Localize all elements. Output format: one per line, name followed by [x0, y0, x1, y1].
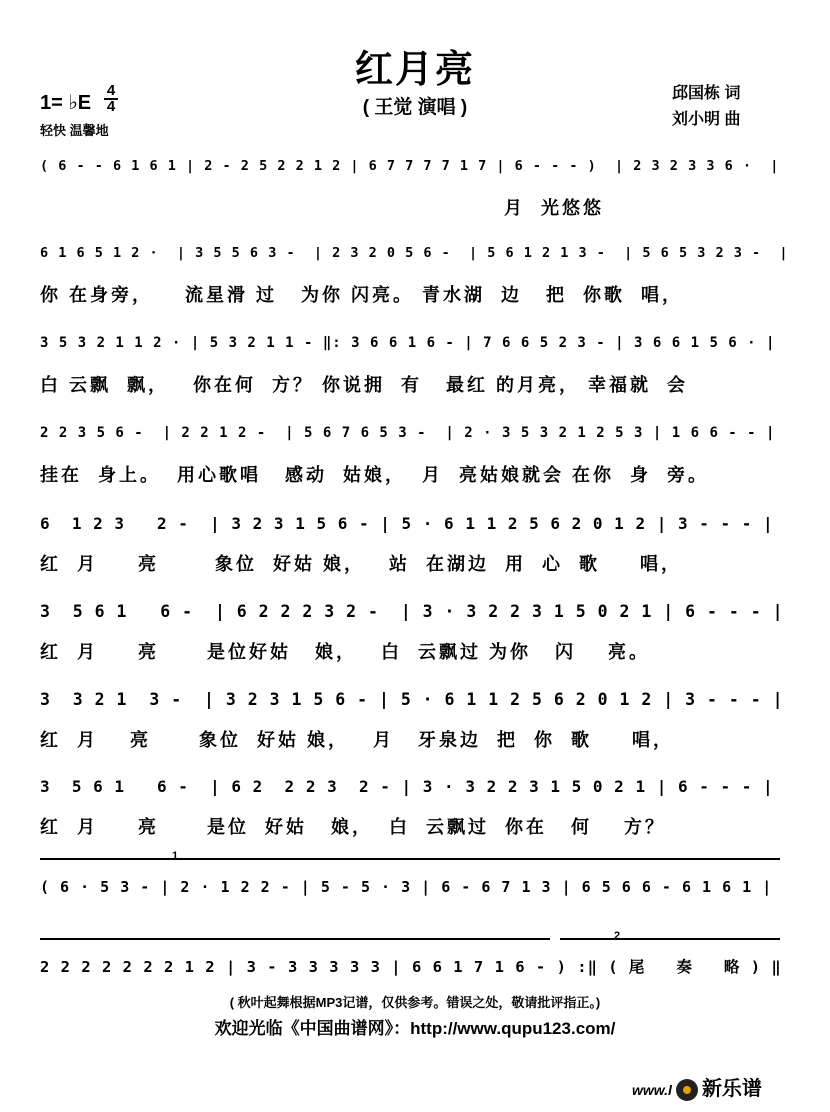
score-system — [40, 335, 792, 395]
logo-name: 新乐谱 — [701, 1078, 762, 1100]
lyrics-line: 白 云飘 飘， 你在何 方？ 你说拥 有 最红 的月亮， 幸福就 会 — [40, 375, 689, 395]
lyricist-credit: 邱国栋 词 — [672, 85, 741, 102]
notation-line: 6 1 6 5 1 2 · | 3 5 5 6 3 - | 2 3 2 0 5 6 - | 5 6 1 2 1 3 - | 5 6 5 3 2 3 - | — [40, 245, 789, 261]
notation-line: ( 6 - - 6 1 6 1 | 2 - 2 5 2 2 1 2 | 6 7 7 7 7 1 7 | 6 - - - ) | 2 3 2 3 3 6 · | — [40, 158, 780, 174]
lyrics-line: 你 在身旁， 流星滑 过 为你 闪亮。 青水湖 边 把 你歌 唱， — [40, 285, 684, 305]
lyrics-line: 红 月 亮 象位 好姑 娘， 月 牙泉边 把 你 歌 唱， — [40, 730, 675, 750]
time-signature-top: 4 — [106, 82, 116, 99]
record-disc-icon — [676, 1079, 698, 1101]
lyrics-line: 月 光悠悠 — [40, 198, 605, 218]
site-welcome: 欢迎光临《中国曲谱网》：http://www.qupu123.com/ — [214, 1019, 616, 1038]
song-title: 红月亮 — [354, 49, 475, 91]
time-signature — [104, 84, 118, 114]
tempo-marking: 轻快 温馨地 — [40, 123, 109, 138]
notation-line: ( 6 · 5 3 - | 2 · 1 2 2 - | 5 - 5 · 3 | 6 - 6 7 1 3 | 6 5 6 6 - 6 1 6 1 | — [40, 878, 773, 896]
lyrics-line: 红 月 亮 象位 好姑 娘， 站 在湖边 用 心 歌 唱， — [40, 554, 683, 574]
score-system — [40, 878, 792, 918]
notation-line: 3 5 6 1 6 - | 6 2 2 2 3 2 - | 3 · 3 2 2 3 1 5 0 2 1 | 6 - - - | — [40, 602, 784, 621]
lyrics-line: 红 月 亮 是位 好姑 娘， 白 云飘过 你在 何 方？ — [40, 817, 667, 837]
volta-bracket-second — [560, 938, 780, 940]
lyrics-line: 挂在 身上。 用心歌唱 感动 姑娘， 月 亮姑娘就会 在你 身 旁。 — [40, 465, 710, 485]
key-signature: 1= ♭E — [40, 92, 92, 114]
notation-line: 2 2 2 2 2 2 2 1 2 | 3 - 3 3 3 3 3 | 6 6 1 7 1 6 - ) :‖ ( 尾 奏 略 ) ‖ — [40, 958, 782, 976]
score-system — [40, 245, 792, 305]
score-system — [40, 514, 792, 574]
notation-line: 2 2 3 5 6 - | 2 2 1 2 - | 5 6 7 6 5 3 - | 2 · 3 5 3 2 1 2 5 3 | 1 6 6 - - | — [40, 425, 776, 441]
score-system — [40, 425, 792, 485]
volta-number-second: 2 — [614, 930, 621, 942]
score-system — [40, 602, 792, 662]
score-system — [40, 158, 792, 218]
singer-credit: ( 王觉 演唱 ) — [362, 97, 468, 118]
volta-number-first: 1 — [172, 850, 179, 862]
score-system — [40, 690, 792, 750]
score-system — [40, 777, 792, 837]
lyrics-line: 红 月 亮 是位好姑 娘， 白 云飘过 为你 闪 亮。 — [40, 642, 651, 662]
time-signature-bottom: 4 — [106, 98, 116, 115]
composer-credit: 刘小明 曲 — [672, 111, 741, 128]
volta-bracket-first — [40, 858, 780, 860]
notation-line: 3 5 3 2 1 1 2 · | 5 3 2 1 1 - ‖: 3 6 6 1 6 - | 7 6 6 5 2 3 - | 3 6 6 1 5 6 · | — [40, 335, 776, 351]
notation-line: 3 5 6 1 6 - | 6 2 2 2 3 2 - | 3 · 3 2 2 3 1 5 0 2 1 | 6 - - - | — [40, 777, 774, 796]
transcription-note: ( 秋叶起舞根据MP3记谱，仅供参考。错误之处，敬请批评指正。) — [229, 995, 601, 1010]
volta-bracket-first-continued — [40, 938, 550, 940]
score-system — [40, 955, 792, 995]
site-logo — [632, 1072, 762, 1101]
notation-line: 6 1 2 3 2 - | 3 2 3 1 5 6 - | 5 · 6 1 1 2 5 6 2 0 1 2 | 3 - - - | — [40, 514, 774, 533]
logo-prefix: www.l — [632, 1082, 672, 1098]
notation-line: 3 3 2 1 3 - | 3 2 3 1 5 6 - | 5 · 6 1 1 2 5 6 2 0 1 2 | 3 - - - | — [40, 690, 784, 709]
